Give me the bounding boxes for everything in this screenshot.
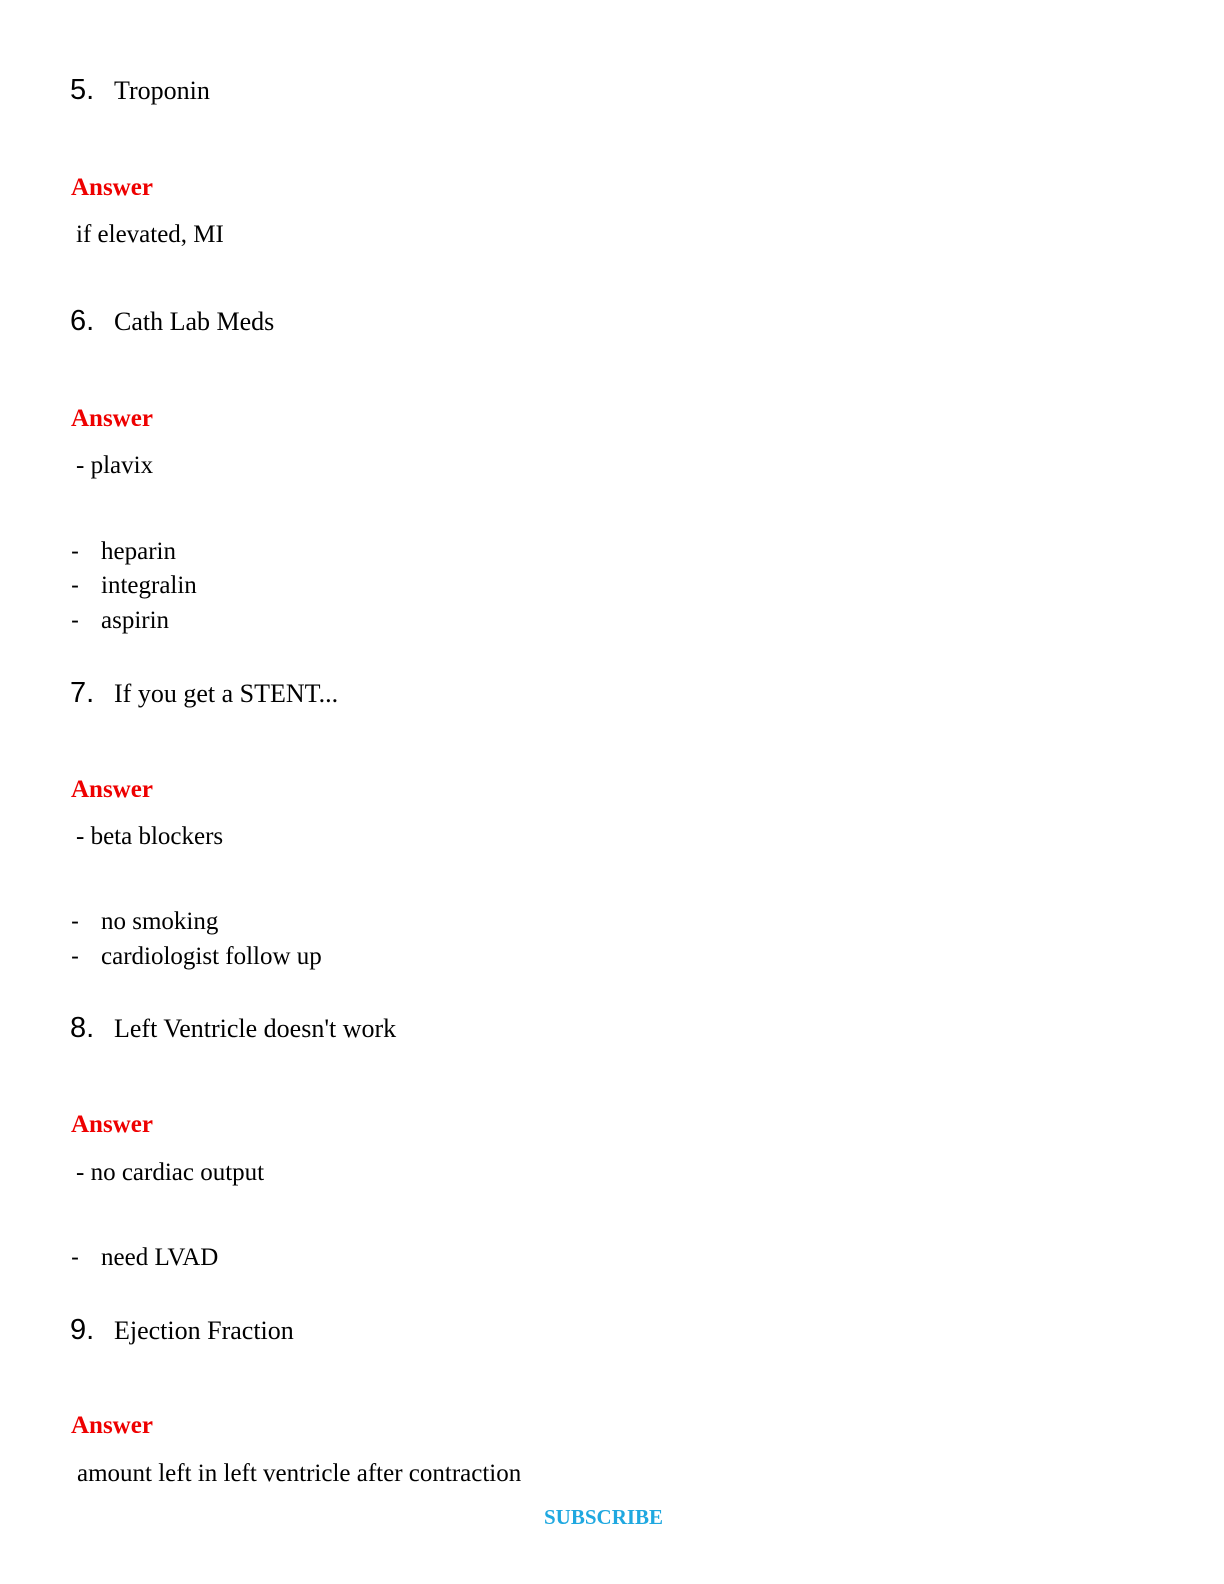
question-title: Troponin: [114, 76, 210, 105]
bullet-marker: -: [71, 943, 79, 970]
question-title: Cath Lab Meds: [114, 307, 275, 336]
answer-label: Answer: [71, 776, 153, 803]
question-title: Ejection Fraction: [114, 1316, 294, 1345]
question-title: If you get a STENT...: [114, 679, 339, 708]
bullet-item: no smoking: [101, 908, 219, 935]
answer-label: Answer: [71, 174, 153, 201]
question-number: 6.: [70, 305, 95, 337]
answer-label: Answer: [71, 1111, 153, 1138]
answer-text: - beta blockers: [76, 823, 224, 850]
question-number: 8.: [70, 1012, 95, 1044]
bullet-marker: -: [71, 908, 79, 935]
answer-label: Answer: [71, 1412, 153, 1439]
answer-text: amount left in left ventricle after contraction: [77, 1460, 522, 1487]
bullet-marker: -: [71, 1244, 79, 1271]
bullet-item: integralin: [101, 572, 197, 599]
question-title: Left Ventricle doesn't work: [114, 1014, 397, 1043]
bullet-item: heparin: [101, 538, 176, 565]
question-number: 9.: [70, 1314, 95, 1346]
bullet-item: need LVAD: [101, 1244, 219, 1271]
question-number: 7.: [70, 677, 95, 709]
subscribe-link[interactable]: SUBSCRIBE: [544, 1505, 664, 1529]
bullet-marker: -: [71, 572, 79, 599]
answer-text: - plavix: [76, 452, 154, 479]
bullet-marker: -: [71, 607, 79, 634]
answer-text: if elevated, MI: [76, 221, 224, 248]
answer-label: Answer: [71, 405, 153, 432]
question-number: 5.: [70, 74, 95, 106]
bullet-item: cardiologist follow up: [101, 943, 322, 970]
bullet-marker: -: [71, 538, 79, 565]
answer-text: - no cardiac output: [76, 1159, 265, 1186]
bullet-item: aspirin: [101, 607, 170, 634]
